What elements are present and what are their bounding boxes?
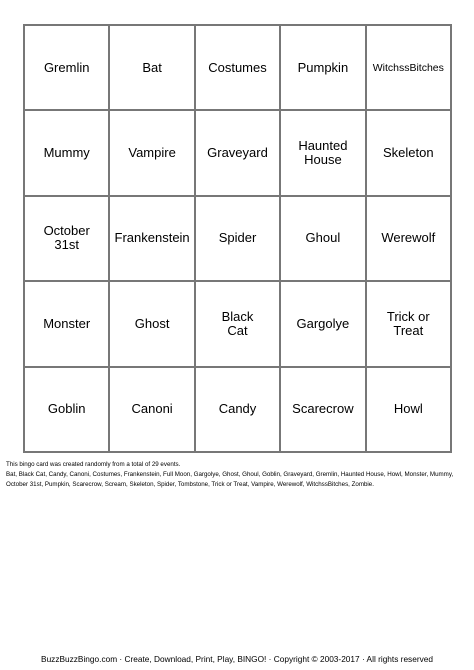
card-events-list: Bat, Black Cat, Candy, Canoni, Costumes, Frankenstein, Full Moon, Gargolye, Ghost, Ghoul, Goblin, Graveyard, Gremlin, Haunted House, Howl, Monster, Mummy, October 31st, Pumpkin, Scarecrow, Scream, Skeleton, Spider, Tombstone, Trick or Treat, Vampire, Werewolf, WitchssBitches, Zombie. <box>6 471 454 488</box>
bingo-cell-label: Frankenstein <box>114 230 190 246</box>
bingo-cell <box>109 196 194 281</box>
card-info-summary: This bingo card was created randomly from a total of 29 events. <box>6 461 181 468</box>
bingo-cell <box>280 367 365 452</box>
bingo-cell-label: Canoni <box>131 401 173 417</box>
bingo-cell-label: Goblin <box>47 401 86 417</box>
bingo-cell <box>24 25 109 110</box>
bingo-cell-label: Haunted House <box>298 138 348 168</box>
bingo-cell-label: Werewolf <box>381 230 436 246</box>
bingo-cell <box>24 196 109 281</box>
bingo-cell <box>195 25 280 110</box>
bingo-cell <box>366 281 451 366</box>
bingo-cell <box>109 281 194 366</box>
bingo-card-grid <box>23 24 452 453</box>
bingo-cell-label: Gremlin <box>43 59 90 75</box>
bingo-cell <box>195 196 280 281</box>
bingo-cell <box>366 110 451 195</box>
bingo-cell-label: Trick or Treat <box>386 308 430 338</box>
bingo-cell-label: Skeleton <box>383 145 434 161</box>
bingo-cell <box>366 367 451 452</box>
bingo-cell-label: Pumpkin <box>297 59 349 75</box>
bingo-cell-label: Bat <box>142 59 162 75</box>
bingo-cell <box>280 25 365 110</box>
bingo-cell-label: Black Cat <box>221 308 254 338</box>
bingo-cell-label: Costumes <box>208 59 267 75</box>
bingo-cell <box>195 367 280 452</box>
bingo-cell-label: Vampire <box>128 145 176 161</box>
bingo-cell-label: Monster <box>43 315 91 331</box>
bingo-cell <box>280 110 365 195</box>
bingo-cell <box>195 281 280 366</box>
bingo-cell-label: October 31st <box>43 223 90 253</box>
bingo-cell <box>366 196 451 281</box>
bingo-cell <box>195 110 280 195</box>
bingo-cell-label: Candy <box>218 401 257 417</box>
bingo-cell-label: Ghoul <box>305 230 341 246</box>
bingo-cell <box>280 196 365 281</box>
bingo-cell <box>366 25 451 110</box>
bingo-cell <box>24 281 109 366</box>
site-footer: BuzzBuzzBingo.com · Create, Download, Print, Play, BINGO! · Copyright © 2003-2017 · All rights reserved <box>41 654 433 664</box>
bingo-cell <box>109 367 194 452</box>
bingo-cell-label: WitchssBitches <box>372 61 444 74</box>
bingo-cell-label: Spider <box>218 230 257 246</box>
bingo-cell-label: Howl <box>393 401 423 417</box>
bingo-cell <box>24 367 109 452</box>
bingo-cell-label: Ghost <box>134 315 170 331</box>
bingo-cell <box>24 110 109 195</box>
bingo-cell-label: Graveyard <box>207 145 268 161</box>
bingo-cell-label: Mummy <box>43 145 90 161</box>
bingo-cell-label: Scarecrow <box>292 401 354 417</box>
bingo-cell <box>280 281 365 366</box>
bingo-cell-label: Gargolye <box>296 315 350 331</box>
bingo-cell <box>109 25 194 110</box>
bingo-cell <box>109 110 194 195</box>
card-info-text <box>6 460 468 490</box>
